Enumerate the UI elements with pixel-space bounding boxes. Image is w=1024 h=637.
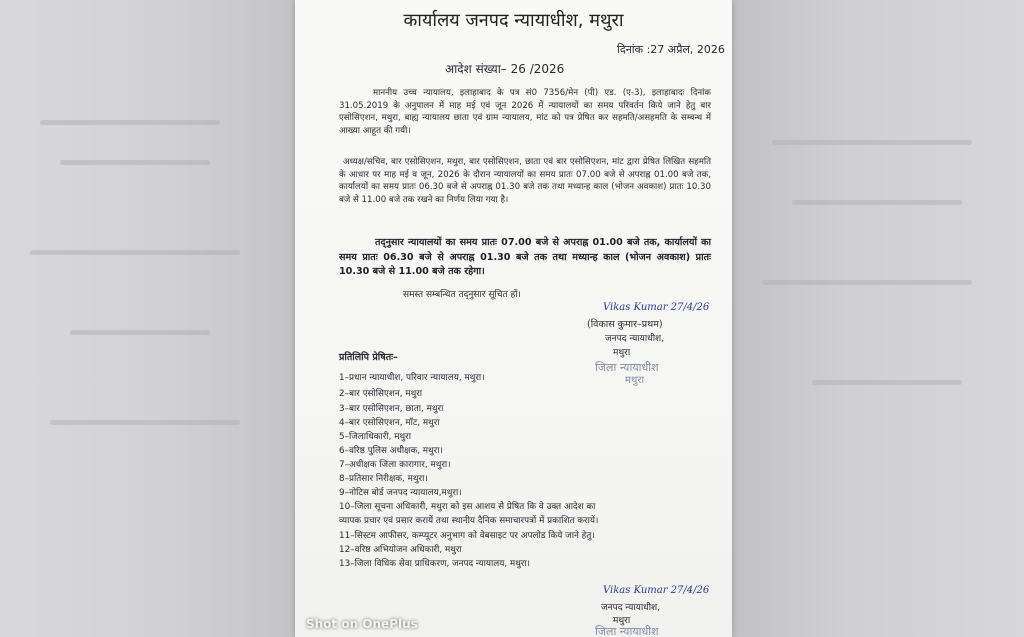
signatory-place-2: मथुरा (613, 616, 631, 626)
signatory-place: मथुरा (613, 348, 631, 358)
copy-list-item: व्यापक प्रचार एवं प्रसार करायें तथा स्थानीय दैनिक समाचारपत्रों में प्रकाशित करायें। (339, 516, 599, 526)
copy-list-item: 10–जिला सूचना अधिकारी, मथुरा को इस आशय से प्रेषित कि वे उक्त आदेश का (339, 502, 596, 512)
signatory-designation: जनपद न्यायाधीश, (605, 334, 665, 344)
copy-list-item: 9–नोटिस बोर्ड जनपद न्यायालय,मथुरा। (339, 488, 462, 498)
copy-list-item: 2–बार एसोसिएशन, मथुरा (339, 389, 423, 399)
background-right (732, 0, 1024, 637)
official-stamp-2: जिला न्यायाधीश (595, 625, 659, 637)
official-stamp-line-1: जिला न्यायाधीश (595, 361, 659, 374)
copy-list-item: 3–बार एसोसिएशन, छाता, मथुरा (339, 404, 444, 414)
copy-list-item: 4–बार एसोसिएशन, मॉट, मथुरा (339, 418, 440, 428)
copy-list-item: 12–वरिष्ठ अभियोजन अधिकारी, मथुरा (339, 545, 462, 555)
handwritten-signature-2: Vikas Kumar 27/4/26 (603, 585, 710, 596)
signatory-designation-2: जनपद न्यायाधीश, (601, 603, 661, 613)
order-number: आदेश संख्या– 26 /2026 (445, 62, 565, 76)
paragraph-3: तद्नुसार न्यायालयों का समय प्रातः 07.00 बजे से अपराह्न 01.00 बजे तक, कार्यालयों का समय प्रातः 06.30 बजे से अपराह्न 01.30 बजे तक तथा मध्यान्ह काल (भोजन अवकाश) प्रातः 10.30 बजे से 11.00 बजे तक रहेगा। (339, 237, 711, 278)
handwritten-signature-1: Vikas Kumar 27/4/26 (603, 302, 710, 313)
paragraph-4: समस्त सम्बन्धित तद्नुसार सूचित हों। (403, 290, 521, 300)
office-title: कार्यालय जनपद न्यायाधीश, मथुरा (403, 10, 624, 31)
copy-list-item: 5–जिलाधिकारी, मथुरा (339, 432, 411, 442)
signatory-name: (विकास कुमार–प्रथम) (587, 319, 663, 330)
paragraph-2: अध्यक्ष/सचिव, बार एसोसिएशन, मथुरा, बार एसोसिएशन, छाता एवं बार एसोसिएशन, मांट द्वारा प्रेषित लिखित सहमति के आधार पर माह मई व जून, 2026 के दौरान न्यायालयों का समय प्रातः 07.00 बजे से अपराह्न 01.00 बजे तक, कार्यालयों का समय प्रातः 06.30 बजे से अपराह्न 01.30 बजे तक तथा मध्यान्ह काल (भोजन अवकाश) प्रातः 10.30 बजे से 11.00 बजे तक रखने का निर्णय लिया गया है। (339, 157, 711, 205)
copy-list-item: 13–जिला विधिक सेवा प्राधिकरण, जनपद न्यायालय, मथुरा। (339, 559, 531, 569)
paragraph-1: माननीय उच्च न्यायालय, इलाहाबाद के पत्र सं0 7356/मेन (पी) एड. (ए-3), इलाहाबादः दिनांक 31.05.2019 के अनुपालन में माह मई एवं जून 2026 में न्यायालयों का समय परिवर्तन किये जाने हेतु बार एसोसिएशन, मथुरा, बाह्य न्यायालय छाता एवं ग्राम न्यायालय, मांट को पत्र प्रेषित कर सहमति/असहमति के सम्बन्ध में आख्या आहूत की गयी। (339, 88, 711, 136)
copy-list-item: 7–अधीक्षक जिला कारागार, मथुरा। (339, 460, 451, 470)
background-left (0, 0, 295, 637)
copy-list-item: 8–प्रतिसार निरीक्षक, मथुरा। (339, 474, 428, 484)
copy-list-item: 1–प्रधान न्यायाधीश, परिवार न्यायालय, मथुरा। (339, 373, 485, 383)
order-date: दिनांक :27 अप्रैल, 2026 (617, 43, 725, 56)
document-page (295, 0, 732, 637)
copy-heading: प्रतिलिपि प्रेषितः– (339, 352, 398, 363)
copy-list-item: 11–सिस्टम आफीसर, कम्प्यूटर अनुभाग को वेबसाइट पर अपलोड किये जाने हेतु। (339, 531, 595, 541)
copy-list-item: 6–वरिष्ठ पुलिस अधीक्षक, मथुरा। (339, 446, 443, 456)
camera-watermark: Shot on OnePlus (306, 617, 418, 631)
official-stamp-line-2: मथुरा (625, 375, 645, 386)
